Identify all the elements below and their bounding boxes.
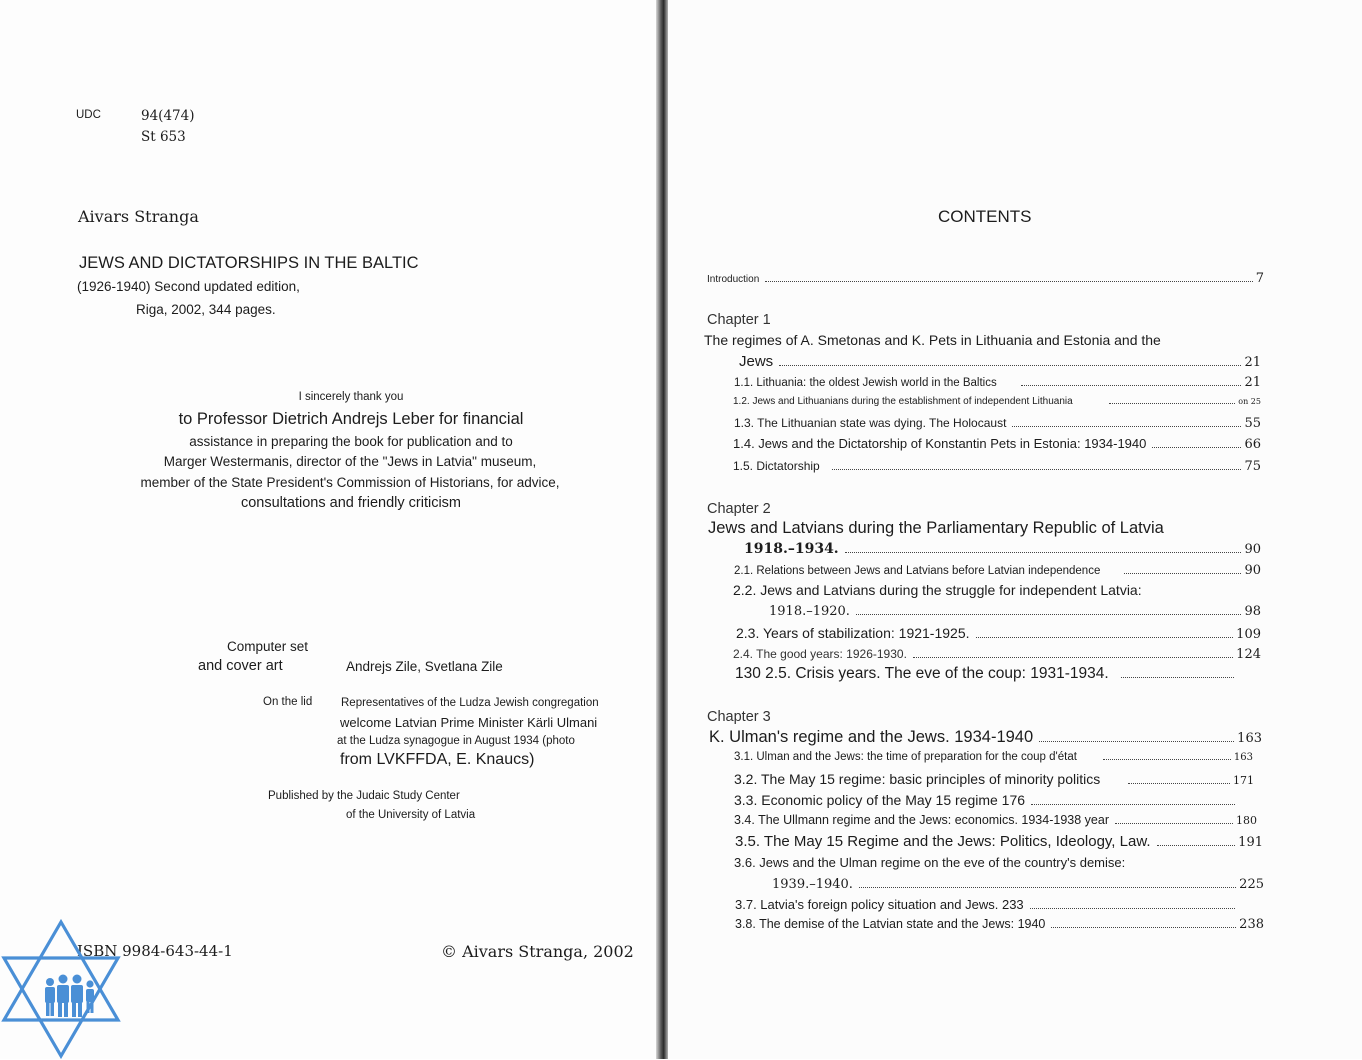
toc-entry bbox=[744, 541, 1261, 557]
ack-line: to Professor Dietrich Andrejs Leber for financial bbox=[178, 410, 524, 428]
toc-entry bbox=[739, 353, 1261, 370]
chapter-title: 1918.–1934. bbox=[744, 541, 839, 557]
udc-code-2: St 653 bbox=[141, 129, 186, 145]
lid-caption: at the Ludza synagogue in August 1934 (photo bbox=[337, 735, 575, 747]
credits-names: Andrejs Zile, Svetlana Zile bbox=[346, 659, 503, 674]
toc-page: 163 bbox=[1237, 731, 1262, 746]
toc-entry bbox=[707, 271, 1264, 286]
ack-line: Marger Westermanis, director of the "Jews in Latvia" museum, bbox=[163, 454, 537, 469]
credits-label: and cover art bbox=[198, 658, 283, 674]
toc-page: 90 bbox=[1244, 542, 1261, 557]
left-page bbox=[0, 0, 658, 1059]
toc-entry: 3.5. The May 15 Regime and the Jews: Politics, Ideology, Law. 191 bbox=[735, 833, 1263, 850]
toc-entry: 1.4. Jews and the Dictatorship of Konstantin Pets in Estonia: 1934-1940 66 bbox=[733, 436, 1261, 452]
book-edition: (1926-1940) Second updated edition, bbox=[77, 279, 300, 294]
toc-page: 7 bbox=[1255, 271, 1264, 286]
toc-entry: 3.2. The May 15 regime: basic principles of minority politics 171 bbox=[734, 771, 1254, 787]
lid-caption: welcome Latvian Prime Minister Kärli Ulmani bbox=[340, 715, 598, 730]
lid-caption: Representatives of the Ludza Jewish congregation bbox=[341, 697, 599, 709]
isbn: ISBN 9984-643-44-1 bbox=[77, 942, 233, 960]
toc-entry: 3.1. Ulman and the Jews: the time of preparation for the coup d'état 163 bbox=[734, 751, 1253, 763]
contents-heading: CONTENTS bbox=[938, 207, 1032, 226]
udc-label: UDC bbox=[76, 109, 101, 121]
toc-entry: 1.1. Lithuania: the oldest Jewish world in the Baltics 21 bbox=[734, 375, 1261, 390]
star-of-david-logo bbox=[0, 918, 122, 1060]
toc-entry: 2.1. Relations between Jews and Latvians before Latvian independence 90 bbox=[734, 563, 1261, 578]
ack-line: assistance in preparing the book for publication and to bbox=[189, 434, 513, 449]
udc-code: 94(474) bbox=[141, 108, 195, 124]
chapter-label: Chapter 2 bbox=[707, 501, 771, 517]
credits-label: Computer set bbox=[227, 639, 309, 654]
toc-entry: 1918.–1920. 98 bbox=[769, 604, 1261, 619]
chapter-title: K. Ulman's regime and the Jews. 1934-1940 bbox=[709, 728, 1034, 746]
toc-entry: 2.2. Jews and Latvians during the struggle for independent Latvia: bbox=[733, 582, 1142, 598]
toc-entry: 2.4. The good years: 1926-1930. 124 bbox=[733, 647, 1261, 662]
right-page bbox=[668, 0, 1362, 1059]
toc-entry: 3.3. Economic policy of the May 15 regime 176 bbox=[734, 792, 1238, 808]
publisher: of the University of Latvia bbox=[346, 809, 476, 821]
toc-entry: 3.4. The Ullmann regime and the Jews: economics. 1934-1938 year 180 bbox=[734, 813, 1257, 827]
lid-label: On the lid bbox=[263, 696, 313, 708]
book-imprint: Riga, 2002, 344 pages. bbox=[136, 302, 276, 317]
chapter-label: Chapter 1 bbox=[707, 312, 771, 328]
toc-entry: 1.2. Jews and Lithuanians during the establishment of independent Lithuania on 25 bbox=[733, 396, 1261, 407]
ack-intro: I sincerely thank you bbox=[298, 391, 404, 403]
family-icon bbox=[45, 975, 94, 1018]
toc-entry: 1.5. Dictatorship 75 bbox=[733, 459, 1261, 474]
ack-line: consultations and friendly criticism bbox=[240, 495, 461, 511]
chapter-label: Chapter 3 bbox=[707, 709, 771, 725]
toc-entry bbox=[709, 728, 1262, 747]
chapter-title: Jews bbox=[739, 353, 774, 370]
toc-page: 21 bbox=[1244, 355, 1261, 370]
lid-caption: from LVKFFDA, E. Knaucs) bbox=[340, 751, 535, 768]
publisher: Published by the Judaic Study Center bbox=[268, 790, 460, 802]
toc-text: Introduction bbox=[707, 274, 760, 285]
ack-line: member of the State President's Commission of Historians, for advice, bbox=[140, 475, 560, 490]
toc-entry: 1.3. The Lithuanian state was dying. The Holocaust 55 bbox=[734, 416, 1261, 431]
toc-entry: 130 2.5. Crisis years. The eve of the coup: 1931-1934. bbox=[735, 665, 1237, 683]
toc-entry: 2.3. Years of stabilization: 1921-1925. 109 bbox=[736, 625, 1261, 642]
copyright: © Aivars Stranga, 2002 bbox=[441, 942, 634, 961]
author-name: Aivars Stranga bbox=[78, 207, 199, 226]
book-title: JEWS AND DICTATORSHIPS IN THE BALTIC bbox=[79, 254, 419, 272]
toc-entry: 3.6. Jews and the Ulman regime on the eve of the country's demise: bbox=[734, 855, 1126, 870]
toc-entry: 3.7. Latvia's foreign policy situation and Jews. 233 bbox=[735, 897, 1238, 912]
chapter-title: The regimes of A. Smetonas and K. Pets in Lithuania and Estonia and the bbox=[704, 332, 1161, 348]
toc-entry: 1939.–1940. 225 bbox=[772, 877, 1264, 892]
toc-entry: 3.8. The demise of the Latvian state and the Jews: 1940 238 bbox=[735, 917, 1264, 932]
chapter-title: Jews and Latvians during the Parliamentary Republic of Latvia bbox=[708, 519, 1164, 537]
